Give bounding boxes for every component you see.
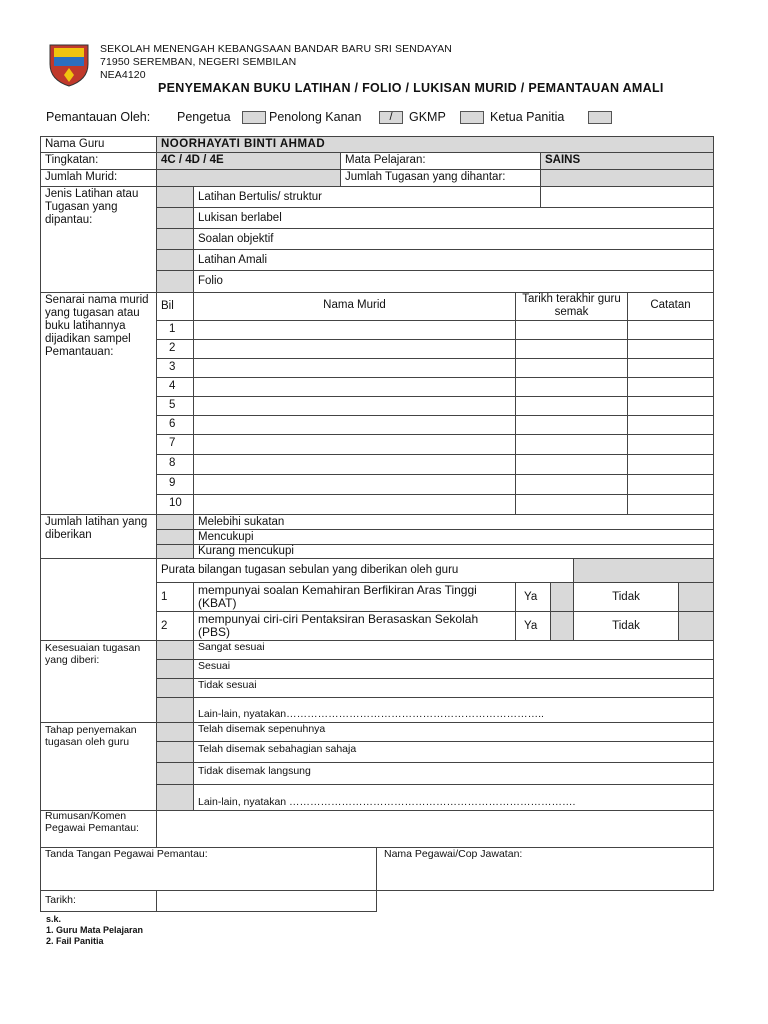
tahap-checkbox[interactable] (156, 723, 194, 742)
kesesuaian-checkbox[interactable] (156, 698, 194, 723)
jumlah-tugasan-value[interactable] (540, 170, 714, 187)
row-tarikh[interactable] (515, 378, 628, 397)
kesesuaian-checkbox[interactable] (156, 679, 194, 698)
option-penolong-kanan-label: Penolong Kanan (269, 110, 362, 124)
kesesuaian-label: Kesesuaian tugasan yang diberi: (40, 641, 157, 723)
row-nama-murid[interactable] (193, 416, 516, 435)
jumlah-latihan-label: Jumlah latihan yang diberikan (40, 515, 157, 559)
row-bil: 5 (156, 397, 194, 416)
tahap-label: Tahap penyemakan tugasan oleh guru (40, 723, 157, 811)
rumusan-label: Rumusan/Komen Pegawai Pemantau: (40, 811, 157, 848)
tidak-label: Tidak (573, 583, 679, 612)
tahap-checkbox[interactable] (156, 742, 194, 763)
jenis-item: Folio (193, 271, 714, 293)
pemantauan-label: Pemantauan Oleh: (46, 110, 151, 124)
jenis-item: Lukisan berlabel (193, 208, 714, 229)
left-blank (40, 559, 157, 583)
row-tarikh[interactable] (515, 495, 628, 515)
criteria-text: mempunyai ciri-ciri Pentaksiran Berasaskan Sekolah (PBS) (193, 612, 516, 641)
senarai-label: Senarai nama murid yang tugasan atau buku latihannya dijadikan sampel Pemantauan: (40, 293, 157, 515)
mata-pelajaran-label: Mata Pelajaran: (340, 153, 541, 170)
jenis-checkbox[interactable] (156, 208, 194, 229)
row-nama-murid[interactable] (193, 495, 516, 515)
sk-item: 1. Guru Mata Pelajaran (46, 925, 144, 935)
jumlah-tugasan-label: Jumlah Tugasan yang dihantar: (340, 170, 541, 187)
row-bil: 6 (156, 416, 194, 435)
row-nama-murid[interactable] (193, 359, 516, 378)
purata-label: Purata bilangan tugasan sebulan yang diberikan oleh guru (156, 559, 574, 583)
tidak-checkbox[interactable] (678, 612, 714, 641)
checkbox-pengetua[interactable] (242, 111, 266, 124)
criteria-text: mempunyai soalan Kemahiran Berfikiran Aras Tinggi (KBAT) (193, 583, 516, 612)
kesesuaian-checkbox[interactable] (156, 660, 194, 679)
row-nama-murid[interactable] (193, 321, 516, 340)
shield-logo-icon (47, 42, 91, 88)
row-tarikh[interactable] (515, 359, 628, 378)
tahap-checkbox[interactable] (156, 763, 194, 785)
row-tarikh[interactable] (515, 435, 628, 455)
row-tarikh[interactable] (515, 340, 628, 359)
row-nama-murid[interactable] (193, 397, 516, 416)
tidak-label: Tidak (573, 612, 679, 641)
tidak-checkbox[interactable] (678, 583, 714, 612)
jenis-checkbox[interactable] (156, 271, 194, 293)
option-gkmp-label: GKMP (409, 110, 446, 124)
jenis-latihan-label: Jenis Latihan atau Tugasan yang dipantau: (40, 187, 157, 293)
row-bil: 8 (156, 455, 194, 475)
row-bil: 1 (156, 321, 194, 340)
row-bil: 9 (156, 475, 194, 495)
row-catatan[interactable] (627, 397, 714, 416)
header-catatan: Catatan (627, 293, 714, 321)
kesesuaian-item: Lain-lain, nyatakan……………………………………………………………….. (193, 698, 714, 723)
purata-value[interactable] (573, 559, 714, 583)
row-catatan[interactable] (627, 495, 714, 515)
school-code: NEA4120 (100, 69, 146, 81)
row-nama-murid[interactable] (193, 435, 516, 455)
tahap-item: Lain-lain, nyatakan ………………………………………………………………………. (193, 785, 714, 811)
row-nama-murid[interactable] (193, 340, 516, 359)
checkbox-penolong-kanan[interactable]: / (379, 111, 403, 124)
checkbox-gkmp[interactable] (460, 111, 484, 124)
row-bil: 2 (156, 340, 194, 359)
ya-checkbox[interactable] (550, 612, 574, 641)
tingkatan-value[interactable]: 4C / 4D / 4E (156, 153, 341, 170)
kesesuaian-item: Tidak sesuai (193, 679, 714, 698)
left-blank (40, 583, 157, 641)
form-title: PENYEMAKAN BUKU LATIHAN / FOLIO / LUKISAN MURID / PEMANTAUAN AMALI (158, 81, 664, 95)
row-catatan[interactable] (627, 321, 714, 340)
row-bil: 10 (156, 495, 194, 515)
jenis-checkbox[interactable] (156, 229, 194, 250)
header-nama-murid: Nama Murid (193, 293, 516, 321)
row-catatan[interactable] (627, 455, 714, 475)
jenis-checkbox[interactable] (156, 250, 194, 271)
row-tarikh[interactable] (515, 416, 628, 435)
tahap-item: Telah disemak sebahagian sahaja (193, 742, 714, 763)
kesesuaian-item: Sesuai (193, 660, 714, 679)
sk-label: s.k. (46, 914, 62, 924)
row-nama-murid[interactable] (193, 475, 516, 495)
row-tarikh[interactable] (515, 475, 628, 495)
option-ketua-panitia-label: Ketua Panitia (490, 110, 565, 124)
sk-item: 2. Fail Panitia (46, 936, 104, 946)
jumlah-checkbox[interactable] (156, 515, 194, 530)
row-tarikh[interactable] (515, 397, 628, 416)
jumlah-checkbox[interactable] (156, 530, 194, 545)
jumlah-item: Kurang mencukupi (193, 545, 714, 559)
row-tarikh[interactable] (515, 455, 628, 475)
nama-guru-value[interactable]: NOORHAYATI BINTI AHMAD (156, 136, 714, 153)
header-bil: Bil (156, 293, 194, 321)
row-catatan[interactable] (627, 340, 714, 359)
tahap-item: Tidak disemak langsung (193, 763, 714, 785)
mata-pelajaran-value[interactable]: SAINS (540, 153, 714, 170)
jumlah-item: Melebihi sukatan (193, 515, 714, 530)
kesesuaian-checkbox[interactable] (156, 641, 194, 660)
tahap-checkbox[interactable] (156, 785, 194, 811)
row-catatan[interactable] (627, 359, 714, 378)
ya-label: Ya (515, 612, 551, 641)
jenis-item: Latihan Bertulis/ struktur (193, 187, 541, 208)
tahap-item: Telah disemak sepenuhnya (193, 723, 714, 742)
tanda-tangan-label[interactable]: Tanda Tangan Pegawai Pemantau: (40, 848, 377, 891)
row-tarikh[interactable] (515, 321, 628, 340)
ya-label: Ya (515, 583, 551, 612)
row-bil: 3 (156, 359, 194, 378)
row-bil: 4 (156, 378, 194, 397)
jenis-blank (540, 187, 714, 208)
header-tarikh: Tarikh terakhir guru semak (515, 293, 628, 321)
school-address: 71950 SEREMBAN, NEGERI SEMBILAN (100, 56, 297, 68)
jenis-item: Latihan Amali (193, 250, 714, 271)
criteria-no: 1 (156, 583, 194, 612)
row-nama-murid[interactable] (193, 455, 516, 475)
nama-pegawai-label[interactable]: Nama Pegawai/Cop Jawatan: (376, 848, 714, 891)
row-catatan[interactable] (627, 475, 714, 495)
kesesuaian-item: Sangat sesuai (193, 641, 714, 660)
option-pengetua-label: Pengetua (177, 110, 231, 124)
jumlah-murid-label: Jumlah Murid: (40, 170, 157, 187)
jenis-checkbox[interactable] (156, 187, 194, 208)
jumlah-murid-value[interactable] (156, 170, 341, 187)
tarikh-input[interactable] (156, 891, 377, 912)
tarikh-label: Tarikh: (40, 891, 157, 912)
nama-guru-label: Nama Guru (40, 136, 157, 153)
rumusan-input[interactable] (156, 811, 714, 848)
jenis-item: Soalan objektif (193, 229, 714, 250)
row-catatan[interactable] (627, 435, 714, 455)
school-logo (47, 42, 91, 88)
row-catatan[interactable] (627, 378, 714, 397)
criteria-no: 2 (156, 612, 194, 641)
ya-checkbox[interactable] (550, 583, 574, 612)
jumlah-checkbox[interactable] (156, 545, 194, 559)
row-bil: 7 (156, 435, 194, 455)
checkbox-ketua-panitia[interactable] (588, 111, 612, 124)
tingkatan-label: Tingkatan: (40, 153, 157, 170)
jumlah-item: Mencukupi (193, 530, 714, 545)
school-name: SEKOLAH MENENGAH KEBANGSAAN BANDAR BARU SRI SENDAYAN (100, 43, 452, 55)
row-catatan[interactable] (627, 416, 714, 435)
row-nama-murid[interactable] (193, 378, 516, 397)
